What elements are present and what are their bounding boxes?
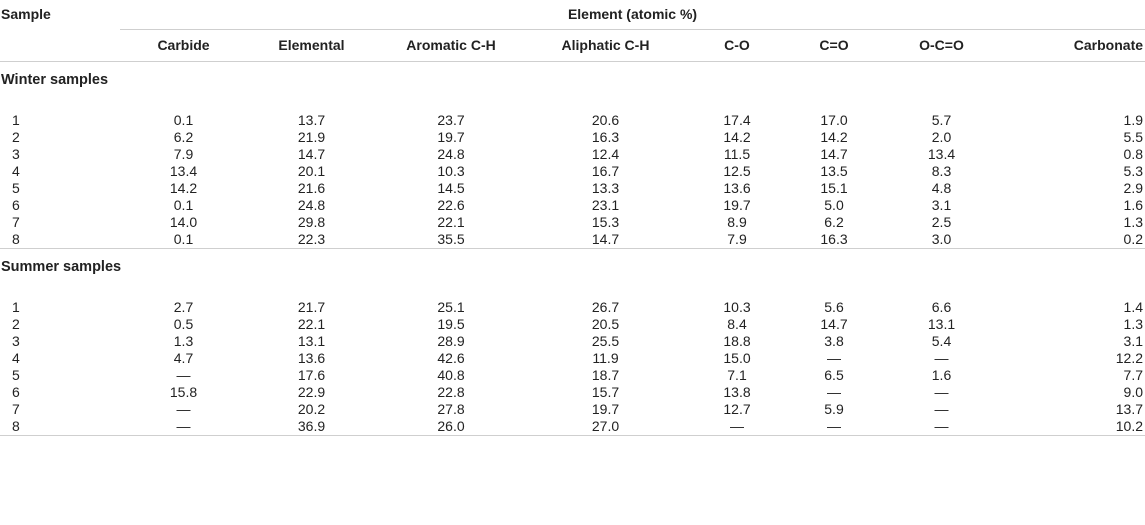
value-cell: 22.1 xyxy=(437,214,465,230)
value-cell: 1.6 xyxy=(931,367,952,383)
value-cell: 26.0 xyxy=(376,418,526,436)
value-cell: 24.8 xyxy=(297,197,326,213)
value-cell: 1.4 xyxy=(1123,299,1144,315)
value-cell: 21.7 xyxy=(297,299,326,315)
value-cell: 15.0 xyxy=(723,350,751,366)
value-cell: 13.6 xyxy=(297,350,326,366)
value-cell: 7.7 xyxy=(1123,367,1144,383)
column-header: Aliphatic C-H xyxy=(526,30,685,62)
value-cell: 13.1 xyxy=(297,333,326,349)
group-header: Element (atomic %) xyxy=(120,0,1145,30)
value-cell: 16.7 xyxy=(591,163,620,179)
table-row xyxy=(0,333,1145,350)
value-cell: 27.0 xyxy=(526,418,685,436)
value-cell: 6.2 xyxy=(824,214,844,230)
value-cell: 1.9 xyxy=(1123,112,1144,128)
value-cell: 20.1 xyxy=(297,163,326,179)
column-header: C=O xyxy=(789,30,879,62)
value-cell: 23.1 xyxy=(591,197,620,213)
sample-cell: 8 xyxy=(12,231,20,247)
value-cell: 3.1 xyxy=(1123,333,1144,349)
value-cell: 23.7 xyxy=(437,112,465,128)
value-cell: 14.7 xyxy=(591,231,620,247)
value-cell: — xyxy=(934,401,949,417)
section-header-row xyxy=(0,62,1145,99)
value-cell: — xyxy=(789,418,879,436)
value-cell: 13.5 xyxy=(820,163,848,179)
column-header: Elemental xyxy=(247,30,376,62)
header-row-group xyxy=(0,0,1145,30)
value-cell: — xyxy=(827,384,841,400)
value-cell: 14.7 xyxy=(820,146,848,162)
value-cell: 11.5 xyxy=(723,146,751,162)
value-cell: 2.0 xyxy=(931,129,952,145)
sample-cell: 8 xyxy=(0,418,120,436)
value-cell: — xyxy=(176,367,191,383)
value-cell: 35.5 xyxy=(437,231,465,247)
section-title: Winter samples xyxy=(1,71,109,88)
value-cell: 13.1 xyxy=(927,316,956,332)
value-cell: 22.9 xyxy=(297,384,326,400)
table-row xyxy=(0,350,1145,367)
value-cell: 17.4 xyxy=(723,112,751,128)
value-cell: 42.6 xyxy=(437,350,465,366)
sample-cell: 4 xyxy=(12,350,20,366)
sample-cell: 3 xyxy=(12,146,20,162)
table-row xyxy=(0,299,1145,316)
value-cell: 0.1 xyxy=(173,197,194,213)
value-cell: 10.3 xyxy=(437,163,465,179)
value-cell: 40.8 xyxy=(437,367,465,383)
value-cell: 14.2 xyxy=(723,129,751,145)
value-cell: 18.8 xyxy=(723,333,751,349)
value-cell: 10.2 xyxy=(1004,418,1145,436)
value-cell: 7.9 xyxy=(173,146,194,162)
value-cell: 16.3 xyxy=(820,231,848,247)
value-cell: — xyxy=(120,418,247,436)
value-cell: 1.3 xyxy=(173,333,194,349)
value-cell: 1.3 xyxy=(1123,316,1144,332)
sample-cell: 7 xyxy=(12,214,20,230)
value-cell: 13.7 xyxy=(297,112,326,128)
value-cell: 13.4 xyxy=(169,163,198,179)
value-cell: — xyxy=(827,350,841,366)
value-cell: 15.8 xyxy=(169,384,198,400)
value-cell: 13.7 xyxy=(1115,401,1144,417)
value-cell: 36.9 xyxy=(247,418,376,436)
value-cell: 19.7 xyxy=(437,129,465,145)
value-cell: 21.6 xyxy=(297,180,326,196)
sample-cell: 2 xyxy=(12,316,20,332)
sample-cell: 6 xyxy=(12,197,20,213)
value-cell: 0.8 xyxy=(1123,146,1144,162)
value-cell: 5.9 xyxy=(824,401,844,417)
value-cell: 14.2 xyxy=(169,180,198,196)
value-cell: 13.3 xyxy=(591,180,620,196)
table-row xyxy=(0,163,1145,180)
value-cell: 21.9 xyxy=(297,129,326,145)
value-cell: 13.6 xyxy=(723,180,751,196)
value-cell: 14.5 xyxy=(437,180,465,196)
value-cell: 15.7 xyxy=(591,384,620,400)
value-cell: 5.4 xyxy=(931,333,952,349)
value-cell: 8.9 xyxy=(727,214,747,230)
value-cell: — xyxy=(934,350,949,366)
sample-header-blank xyxy=(0,30,120,62)
sample-cell: 1 xyxy=(12,299,20,315)
value-cell: 13.8 xyxy=(723,384,751,400)
value-cell: 20.5 xyxy=(591,316,620,332)
value-cell: 6.6 xyxy=(931,299,952,315)
value-cell: 11.9 xyxy=(592,350,619,366)
table-body xyxy=(0,62,1145,436)
value-cell: 3.0 xyxy=(931,231,952,247)
table-row xyxy=(0,214,1145,231)
sample-header: Sample xyxy=(1,6,51,23)
value-cell: 17.6 xyxy=(297,367,326,383)
table-row xyxy=(0,231,1145,249)
value-cell: 13.4 xyxy=(927,146,956,162)
section-spacer xyxy=(0,285,1145,299)
column-header: Carbide xyxy=(120,30,247,62)
value-cell: 12.2 xyxy=(1115,350,1144,366)
value-cell: — xyxy=(879,418,1004,436)
value-cell: 14.0 xyxy=(169,214,198,230)
value-cell: 22.1 xyxy=(297,316,326,332)
value-cell: 6.5 xyxy=(824,367,844,383)
value-cell: 25.1 xyxy=(437,299,465,315)
value-cell: 4.7 xyxy=(173,350,194,366)
table-row xyxy=(0,384,1145,401)
value-cell: 0.2 xyxy=(1123,231,1144,247)
value-cell: 0.1 xyxy=(173,231,194,247)
value-cell: 22.8 xyxy=(437,384,465,400)
value-cell: 2.5 xyxy=(931,214,952,230)
value-cell: 7.9 xyxy=(727,231,747,247)
value-cell: 3.8 xyxy=(824,333,844,349)
value-cell: 19.7 xyxy=(591,401,620,417)
table-row xyxy=(0,180,1145,197)
value-cell: 19.5 xyxy=(437,316,465,332)
value-cell: 24.8 xyxy=(437,146,465,162)
value-cell: 28.9 xyxy=(437,333,465,349)
value-cell: 14.2 xyxy=(820,129,848,145)
value-cell: 5.7 xyxy=(931,112,952,128)
value-cell: 8.4 xyxy=(727,316,747,332)
value-cell: 2.9 xyxy=(1123,180,1144,196)
column-header: O-C=O xyxy=(879,30,1004,62)
value-cell: 7.1 xyxy=(727,367,747,383)
value-cell: 22.6 xyxy=(437,197,465,213)
value-cell: 15.1 xyxy=(820,180,848,196)
value-cell: 0.5 xyxy=(173,316,194,332)
sample-cell: 5 xyxy=(12,180,20,196)
value-cell: 22.3 xyxy=(297,231,326,247)
table-row xyxy=(0,146,1145,163)
value-cell: 4.8 xyxy=(931,180,952,196)
value-cell: 12.4 xyxy=(591,146,620,162)
value-cell: 20.6 xyxy=(591,112,620,128)
value-cell: 16.3 xyxy=(591,129,620,145)
value-cell: — xyxy=(934,384,949,400)
section-header-row xyxy=(0,249,1145,286)
section-spacer xyxy=(0,98,1145,112)
value-cell: 9.0 xyxy=(1123,384,1144,400)
value-cell: 8.3 xyxy=(931,163,952,179)
value-cell: 12.5 xyxy=(723,163,751,179)
table-row xyxy=(0,418,1145,436)
column-header: C-O xyxy=(685,30,789,62)
value-cell: 29.8 xyxy=(297,214,326,230)
sample-cell: 2 xyxy=(12,129,20,145)
table-row xyxy=(0,112,1145,129)
value-cell: 5.6 xyxy=(824,299,844,315)
value-cell: — xyxy=(176,401,191,417)
value-cell: 5.0 xyxy=(824,197,844,213)
value-cell: 5.3 xyxy=(1123,163,1144,179)
value-cell: 17.0 xyxy=(820,112,848,128)
value-cell: 26.7 xyxy=(591,299,620,315)
value-cell: 14.7 xyxy=(820,316,848,332)
value-cell: — xyxy=(685,418,789,436)
value-cell: 6.2 xyxy=(173,129,194,145)
column-header: Carbonate xyxy=(1004,30,1145,62)
value-cell: 12.7 xyxy=(723,401,751,417)
sample-cell: 4 xyxy=(12,163,20,179)
value-cell: 1.6 xyxy=(1123,197,1144,213)
sample-cell: 5 xyxy=(12,367,20,383)
value-cell: 10.3 xyxy=(723,299,751,315)
value-cell: 19.7 xyxy=(723,197,751,213)
sample-cell: 1 xyxy=(12,112,20,128)
header-row-columns xyxy=(0,30,1145,62)
value-cell: 25.5 xyxy=(591,333,620,349)
table-row xyxy=(0,197,1145,214)
value-cell: 1.3 xyxy=(1123,214,1144,230)
value-cell: 3.1 xyxy=(931,197,952,213)
sample-cell: 7 xyxy=(12,401,20,417)
table-row xyxy=(0,316,1145,333)
value-cell: 2.7 xyxy=(173,299,194,315)
section-title: Summer samples xyxy=(0,249,1145,286)
sample-cell: 3 xyxy=(12,333,20,349)
value-cell: 18.7 xyxy=(591,367,620,383)
value-cell: 20.2 xyxy=(297,401,326,417)
value-cell: 0.1 xyxy=(173,112,194,128)
value-cell: 15.3 xyxy=(591,214,620,230)
sample-cell: 6 xyxy=(12,384,20,400)
table-row xyxy=(0,367,1145,384)
value-cell: 5.5 xyxy=(1123,129,1144,145)
value-cell: 14.7 xyxy=(297,146,326,162)
table-row xyxy=(0,401,1145,418)
value-cell: 27.8 xyxy=(437,401,465,417)
table-row xyxy=(0,129,1145,146)
column-header: Aromatic C-H xyxy=(376,30,526,62)
